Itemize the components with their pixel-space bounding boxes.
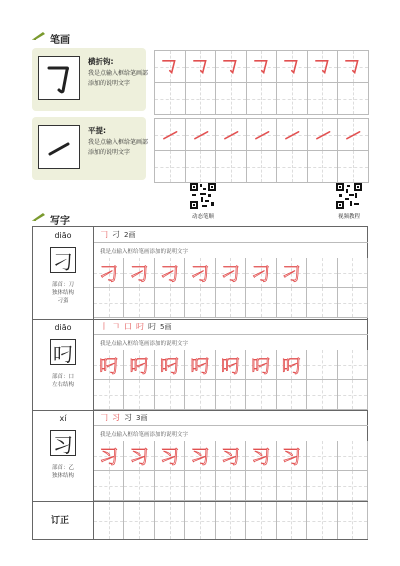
stroke-trace-glyph bbox=[277, 51, 306, 82]
stroke-order-step: 叼 bbox=[148, 322, 156, 331]
writing-cell[interactable] bbox=[338, 350, 368, 380]
stroke-name: 平提: bbox=[88, 126, 106, 135]
stroke-practice-cell[interactable] bbox=[215, 82, 247, 115]
writing-cell[interactable] bbox=[185, 380, 215, 410]
stroke-trace-cell[interactable] bbox=[185, 118, 217, 151]
trace-character: 习 bbox=[190, 446, 210, 468]
writing-cell[interactable] bbox=[94, 258, 124, 288]
stroke-order-step: 习 bbox=[124, 413, 132, 422]
writing-cell[interactable] bbox=[124, 258, 154, 288]
stroke-demo-box bbox=[38, 125, 80, 169]
writing-area bbox=[94, 227, 368, 539]
trace-character: 习 bbox=[281, 446, 301, 468]
qr-code-animation[interactable] bbox=[190, 183, 216, 209]
stroke-trace-cell[interactable] bbox=[215, 50, 247, 83]
writing-cell[interactable] bbox=[185, 288, 215, 318]
stroke-order-step: 丨 bbox=[100, 322, 108, 331]
trace-character: 刁 bbox=[190, 263, 210, 285]
writing-cell[interactable] bbox=[155, 288, 185, 318]
stroke-trace-glyph bbox=[338, 119, 367, 150]
stroke-practice-cell[interactable] bbox=[337, 82, 369, 115]
stroke-practice-cell[interactable] bbox=[185, 150, 217, 183]
radical: 部首：刀 bbox=[51, 282, 74, 288]
stroke-trace-glyph bbox=[308, 51, 337, 82]
stroke-order-step: 叼 bbox=[136, 322, 144, 331]
pinyin: diāo bbox=[54, 323, 72, 332]
structure: 独体结构 bbox=[51, 290, 74, 296]
stroke-count: 5画 bbox=[160, 322, 172, 331]
trace-character: 叼 bbox=[129, 355, 149, 377]
stroke-trace-glyph bbox=[155, 119, 184, 150]
writing-cell[interactable] bbox=[338, 288, 368, 318]
trace-character: 刁 bbox=[99, 263, 119, 285]
correction-label: 订正 bbox=[51, 516, 70, 526]
example-word: 刁蛮 bbox=[57, 298, 69, 304]
writing-cell[interactable] bbox=[216, 471, 246, 501]
stroke-card bbox=[32, 48, 149, 111]
writing-cell[interactable] bbox=[124, 471, 154, 501]
trace-character: 习 bbox=[160, 446, 180, 468]
correction-cell[interactable] bbox=[94, 502, 124, 539]
writing-cell[interactable] bbox=[94, 471, 124, 501]
stroke-practice-cell[interactable] bbox=[185, 82, 217, 115]
stroke-practice-cell[interactable] bbox=[154, 82, 186, 115]
writing-cell[interactable] bbox=[246, 441, 276, 471]
trace-character: 习 bbox=[251, 446, 271, 468]
character-box: 叼 bbox=[50, 339, 76, 365]
stroke-hint: 我是点输入框给笔画添加的说明文字 bbox=[100, 249, 189, 255]
writing-cell[interactable] bbox=[124, 288, 154, 318]
writing-cell[interactable] bbox=[307, 441, 337, 471]
qr-label-animation: 动态笔顺 bbox=[191, 214, 214, 220]
character-meta bbox=[35, 464, 91, 480]
writing-cell[interactable] bbox=[277, 350, 307, 380]
stroke-trace-glyph bbox=[277, 119, 306, 150]
stroke-trace-glyph bbox=[216, 51, 245, 82]
character-meta bbox=[35, 281, 91, 305]
stroke-trace-cell[interactable] bbox=[337, 50, 369, 83]
stroke-order-step: 𠃌 bbox=[100, 413, 108, 422]
writing-cell[interactable] bbox=[94, 288, 124, 318]
writing-cell[interactable] bbox=[185, 441, 215, 471]
stroke-hint: 我是点输入框给笔画添加的说明文字 bbox=[100, 341, 189, 347]
trace-character: 叼 bbox=[190, 355, 210, 377]
writing-cell[interactable] bbox=[185, 258, 215, 288]
stroke-practice-cell[interactable] bbox=[276, 82, 308, 115]
trace-character: 习 bbox=[220, 446, 240, 468]
trace-character: 刁 bbox=[251, 263, 271, 285]
stroke-trace-cell[interactable] bbox=[246, 50, 278, 83]
trace-character: 习 bbox=[129, 446, 149, 468]
section-title-writing: 写字 bbox=[50, 216, 70, 227]
stroke-trace-glyph bbox=[308, 119, 337, 150]
writing-cell[interactable] bbox=[246, 350, 276, 380]
qr-label-video: 视频教程 bbox=[337, 214, 360, 220]
pinyin: diāo bbox=[54, 231, 72, 240]
writing-cell[interactable] bbox=[246, 288, 276, 318]
correction-cell[interactable] bbox=[277, 502, 307, 539]
stroke-trace-cell[interactable] bbox=[185, 50, 217, 83]
writing-cell[interactable] bbox=[216, 380, 246, 410]
stroke-card bbox=[32, 117, 149, 180]
writing-cell[interactable] bbox=[155, 441, 185, 471]
correction-cell[interactable] bbox=[338, 502, 368, 539]
character-meta bbox=[35, 373, 91, 389]
writing-cell[interactable] bbox=[216, 441, 246, 471]
order-divider bbox=[94, 425, 368, 426]
writing-cell[interactable] bbox=[185, 471, 215, 501]
stroke-order-step: 刁 bbox=[112, 230, 120, 239]
stroke-practice-cell[interactable] bbox=[246, 150, 278, 183]
stroke-demo-box bbox=[38, 56, 80, 100]
stroke-trace-cell[interactable] bbox=[307, 50, 339, 83]
writing-cell[interactable] bbox=[307, 258, 337, 288]
writing-cell[interactable] bbox=[307, 288, 337, 318]
trace-character: 习 bbox=[99, 446, 119, 468]
stroke-trace-glyph bbox=[186, 51, 215, 82]
stroke-trace-glyph bbox=[247, 51, 276, 82]
stroke-order-step: 𠃍 bbox=[112, 322, 120, 331]
correction-cell[interactable] bbox=[185, 502, 215, 539]
writing-cell[interactable] bbox=[307, 380, 337, 410]
radical: 部首：乙 bbox=[51, 465, 74, 471]
stroke-practice-cell[interactable] bbox=[307, 150, 339, 183]
qr-code-video[interactable] bbox=[336, 183, 362, 209]
pinyin: xí bbox=[59, 414, 67, 423]
writing-cell[interactable] bbox=[277, 288, 307, 318]
writing-cell[interactable] bbox=[155, 258, 185, 288]
stroke-order bbox=[100, 412, 147, 423]
stroke-order bbox=[100, 229, 135, 240]
pencil-icon bbox=[32, 30, 46, 40]
writing-cell[interactable] bbox=[277, 441, 307, 471]
stroke-order bbox=[100, 321, 171, 332]
stroke-practice-cell[interactable] bbox=[154, 150, 186, 183]
stroke-count: 3画 bbox=[136, 413, 148, 422]
stroke-trace-cell[interactable] bbox=[276, 118, 308, 151]
stroke-trace-cell[interactable] bbox=[246, 118, 278, 151]
stroke-trace-glyph bbox=[247, 119, 276, 150]
structure: 左右结构 bbox=[51, 382, 74, 388]
writing-cell[interactable] bbox=[216, 350, 246, 380]
writing-cell[interactable] bbox=[216, 288, 246, 318]
writing-cell[interactable] bbox=[216, 258, 246, 288]
stroke-trace-glyph bbox=[338, 51, 367, 82]
stroke-practice-cell[interactable] bbox=[276, 150, 308, 183]
writing-cell[interactable] bbox=[338, 441, 368, 471]
writing-cell[interactable] bbox=[307, 471, 337, 501]
correction-cell[interactable] bbox=[216, 502, 246, 539]
stroke-order-step: 口 bbox=[124, 322, 132, 331]
stroke-trace-cell[interactable] bbox=[276, 50, 308, 83]
correction-cell[interactable] bbox=[246, 502, 276, 539]
trace-character: 刁 bbox=[129, 263, 149, 285]
stroke-practice-grid bbox=[154, 50, 368, 178]
correction-cell[interactable] bbox=[124, 502, 154, 539]
writing-cell[interactable] bbox=[94, 441, 124, 471]
stroke-practice-cell[interactable] bbox=[246, 82, 278, 115]
writing-cell[interactable] bbox=[338, 380, 368, 410]
stroke-description: 我是点输入框给笔画部添加的说明文字 bbox=[88, 70, 149, 87]
stroke-practice-cell[interactable] bbox=[337, 150, 369, 183]
trace-character: 刁 bbox=[281, 263, 301, 285]
structure: 独体结构 bbox=[51, 473, 74, 479]
stroke-trace-glyph bbox=[216, 119, 245, 150]
stroke-trace-cell[interactable] bbox=[307, 118, 339, 151]
writing-cell[interactable] bbox=[155, 380, 185, 410]
stroke-trace-cell[interactable] bbox=[215, 118, 247, 151]
stroke-order-step: 习 bbox=[112, 413, 120, 422]
correction-cell[interactable] bbox=[307, 502, 337, 539]
stroke-count: 2画 bbox=[124, 230, 136, 239]
stroke-description: 我是点输入框给笔画部添加的说明文字 bbox=[88, 139, 149, 156]
writing-cell[interactable] bbox=[338, 471, 368, 501]
stroke-trace-glyph bbox=[155, 51, 184, 82]
writing-cell[interactable] bbox=[124, 441, 154, 471]
writing-cell[interactable] bbox=[277, 471, 307, 501]
writing-cell[interactable] bbox=[246, 471, 276, 501]
writing-cell[interactable] bbox=[94, 350, 124, 380]
stroke-name: 横折钩: bbox=[88, 57, 114, 66]
writing-cell[interactable] bbox=[246, 258, 276, 288]
trace-character: 叼 bbox=[99, 355, 119, 377]
pingti-stroke-icon bbox=[39, 126, 79, 168]
radical: 部首：口 bbox=[51, 374, 74, 380]
writing-cell[interactable] bbox=[94, 380, 124, 410]
writing-cell[interactable] bbox=[124, 380, 154, 410]
writing-cell[interactable] bbox=[338, 258, 368, 288]
trace-character: 叼 bbox=[160, 355, 180, 377]
order-divider bbox=[94, 334, 368, 335]
correction-cell[interactable] bbox=[155, 502, 185, 539]
writing-cell[interactable] bbox=[185, 350, 215, 380]
stroke-hint: 我是点输入框给笔画添加的说明文字 bbox=[100, 432, 189, 438]
stroke-trace-cell[interactable] bbox=[154, 118, 186, 151]
section-title-strokes: 笔画 bbox=[50, 35, 70, 46]
writing-cell[interactable] bbox=[155, 350, 185, 380]
stroke-trace-cell[interactable] bbox=[337, 118, 369, 151]
trace-character: 叼 bbox=[281, 355, 301, 377]
trace-character: 刁 bbox=[220, 263, 240, 285]
order-divider bbox=[94, 242, 368, 243]
stroke-trace-cell[interactable] bbox=[154, 50, 186, 83]
character-box: 刁 bbox=[50, 247, 76, 273]
stroke-practice-cell[interactable] bbox=[307, 82, 339, 115]
stroke-trace-glyph bbox=[186, 119, 215, 150]
character-box: 习 bbox=[50, 430, 76, 456]
writing-cell[interactable] bbox=[246, 380, 276, 410]
writing-cell[interactable] bbox=[307, 350, 337, 380]
stroke-practice-cell[interactable] bbox=[215, 150, 247, 183]
pencil-icon bbox=[32, 211, 46, 221]
writing-cell[interactable] bbox=[277, 380, 307, 410]
hengzhegou-stroke-icon bbox=[39, 57, 79, 99]
trace-character: 叼 bbox=[251, 355, 271, 377]
writing-cell[interactable] bbox=[277, 258, 307, 288]
writing-cell[interactable] bbox=[124, 350, 154, 380]
trace-character: 叼 bbox=[220, 355, 240, 377]
writing-cell[interactable] bbox=[155, 471, 185, 501]
trace-character: 刁 bbox=[160, 263, 180, 285]
writing-table bbox=[32, 226, 368, 540]
stroke-order-step: 𠃌 bbox=[100, 230, 108, 239]
